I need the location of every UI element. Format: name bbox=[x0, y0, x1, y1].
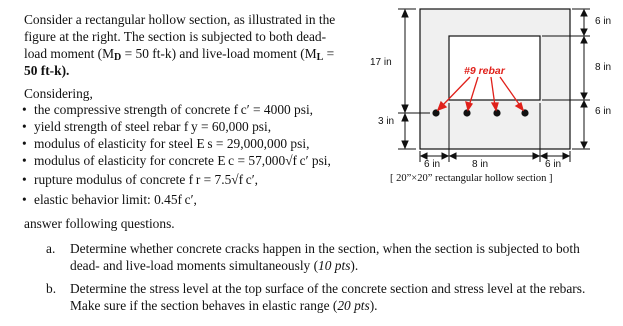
md-subscript: D bbox=[114, 52, 122, 63]
dim-left-bottom bbox=[398, 114, 416, 149]
rebar-label: #9 rebar bbox=[464, 65, 505, 77]
dim-right-middle-label: 8 in bbox=[595, 62, 612, 73]
question-b-text: Make sure if the section behaves in elastic range ( bbox=[70, 298, 338, 313]
intro-line-4: 50 ft-k). bbox=[24, 63, 70, 78]
intro-line-3-a: load moment (M bbox=[24, 46, 115, 61]
question-b-label: b. bbox=[46, 281, 57, 296]
intro-line-2: figure at the right. The section is subjected to both dead- bbox=[24, 29, 327, 44]
question-a-label: a. bbox=[46, 241, 56, 256]
ml-subscript: L bbox=[316, 52, 324, 63]
intro-line-1: Consider a rectangular hollow section, as illustrated in the bbox=[24, 12, 336, 27]
bullet-es: • modulus of elasticity for steel E s = 29,000,000 psi, bbox=[34, 136, 309, 152]
dim-bottom-right-label: 6 in bbox=[545, 159, 562, 170]
considering-label: Considering, bbox=[24, 86, 93, 101]
bullet-fc: • the compressive strength of concrete f c′ = 4000 psi, bbox=[34, 102, 313, 118]
dim-bottom-middle-label: 8 in bbox=[472, 159, 489, 170]
question-b-points: 20 pts bbox=[337, 298, 370, 313]
intro-line-3-b: = 50 ft-k) and live-load moment (M bbox=[121, 46, 317, 61]
answer-prompt: answer following questions. bbox=[24, 216, 175, 231]
figure-caption: [ 20”×20” rectangular hollow section ] bbox=[390, 173, 553, 184]
bullet-fr: • rupture modulus of concrete f r = 7.5√f c′, bbox=[34, 172, 258, 188]
question-b-close: ). bbox=[369, 298, 378, 313]
dim-left-bottom-label: 3 in bbox=[378, 116, 395, 127]
question-a-points: 10 pts bbox=[318, 258, 351, 273]
question-a-close: ). bbox=[350, 258, 359, 273]
question-a-line-1: Determine whether concrete cracks happen in the section, when the section is subjected to both bbox=[70, 241, 580, 256]
bullet-elastic: • elastic behavior limit: 0.45f c′, bbox=[34, 192, 197, 208]
dim-right-top-label: 6 in bbox=[595, 16, 612, 27]
rebar-4 bbox=[521, 109, 528, 116]
intro-line-3-c: = bbox=[323, 46, 335, 61]
bullet-fy: • yield strength of steel rebar f y = 60,000 psi, bbox=[34, 119, 271, 135]
bullet-ec: • modulus of elasticity for concrete E c = 57,000√f c′ psi, bbox=[34, 153, 331, 169]
question-b-line-1: Determine the stress level at the top surface of the concrete section and stress level at the rebars. bbox=[70, 281, 586, 296]
dim-left-total-label: 17 in bbox=[370, 57, 392, 68]
question-a-text: dead- and live-load moments simultaneously ( bbox=[70, 258, 319, 273]
dim-bottom-left-label: 6 in bbox=[424, 159, 441, 170]
dim-right-bottom-label: 6 in bbox=[595, 106, 612, 117]
rebar-3 bbox=[493, 109, 500, 116]
rebar-2 bbox=[463, 109, 470, 116]
